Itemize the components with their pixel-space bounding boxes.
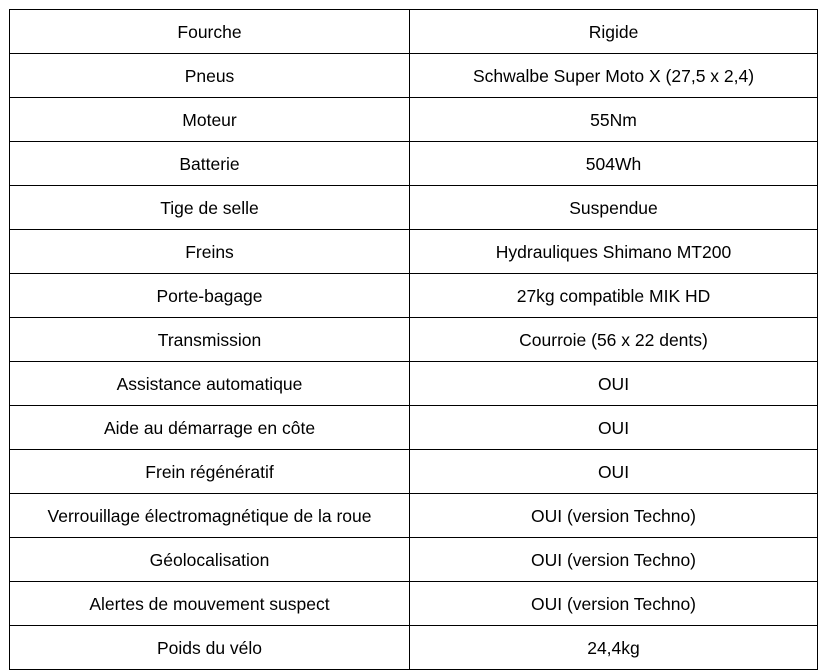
row-value: OUI (version Techno) bbox=[410, 494, 818, 538]
row-value: 55Nm bbox=[410, 98, 818, 142]
row-label: Batterie bbox=[10, 142, 410, 186]
table-row bbox=[10, 362, 818, 406]
table-row bbox=[10, 10, 818, 54]
row-value: Suspendue bbox=[410, 186, 818, 230]
table-row bbox=[10, 98, 818, 142]
row-value: 27kg compatible MIK HD bbox=[410, 274, 818, 318]
table-row bbox=[10, 274, 818, 318]
row-label: Poids du vélo bbox=[10, 626, 410, 670]
row-value: Courroie (56 x 22 dents) bbox=[410, 318, 818, 362]
row-label: Porte-bagage bbox=[10, 274, 410, 318]
table-row bbox=[10, 230, 818, 274]
row-value: OUI bbox=[410, 362, 818, 406]
table-row bbox=[10, 318, 818, 362]
row-label: Géolocalisation bbox=[10, 538, 410, 582]
row-label: Moteur bbox=[10, 98, 410, 142]
row-label: Tige de selle bbox=[10, 186, 410, 230]
table-row bbox=[10, 538, 818, 582]
row-label: Transmission bbox=[10, 318, 410, 362]
spec-table bbox=[9, 9, 818, 670]
table-row bbox=[10, 54, 818, 98]
row-label: Freins bbox=[10, 230, 410, 274]
row-label: Aide au démarrage en côte bbox=[10, 406, 410, 450]
row-value: OUI bbox=[410, 450, 818, 494]
table-row bbox=[10, 626, 818, 670]
row-label: Pneus bbox=[10, 54, 410, 98]
row-label: Assistance automatique bbox=[10, 362, 410, 406]
row-label: Alertes de mouvement suspect bbox=[10, 582, 410, 626]
row-value: 504Wh bbox=[410, 142, 818, 186]
spec-table-body bbox=[10, 10, 818, 670]
table-row bbox=[10, 450, 818, 494]
row-value: Schwalbe Super Moto X (27,5 x 2,4) bbox=[410, 54, 818, 98]
table-row bbox=[10, 186, 818, 230]
table-row bbox=[10, 494, 818, 538]
row-label: Fourche bbox=[10, 10, 410, 54]
row-value: OUI (version Techno) bbox=[410, 582, 818, 626]
table-row bbox=[10, 142, 818, 186]
table-row bbox=[10, 582, 818, 626]
table-row bbox=[10, 406, 818, 450]
row-value: OUI bbox=[410, 406, 818, 450]
row-label: Frein régénératif bbox=[10, 450, 410, 494]
row-value: Hydrauliques Shimano MT200 bbox=[410, 230, 818, 274]
row-value: 24,4kg bbox=[410, 626, 818, 670]
row-label: Verrouillage électromagnétique de la roue bbox=[10, 494, 410, 538]
row-value: Rigide bbox=[410, 10, 818, 54]
row-value: OUI (version Techno) bbox=[410, 538, 818, 582]
